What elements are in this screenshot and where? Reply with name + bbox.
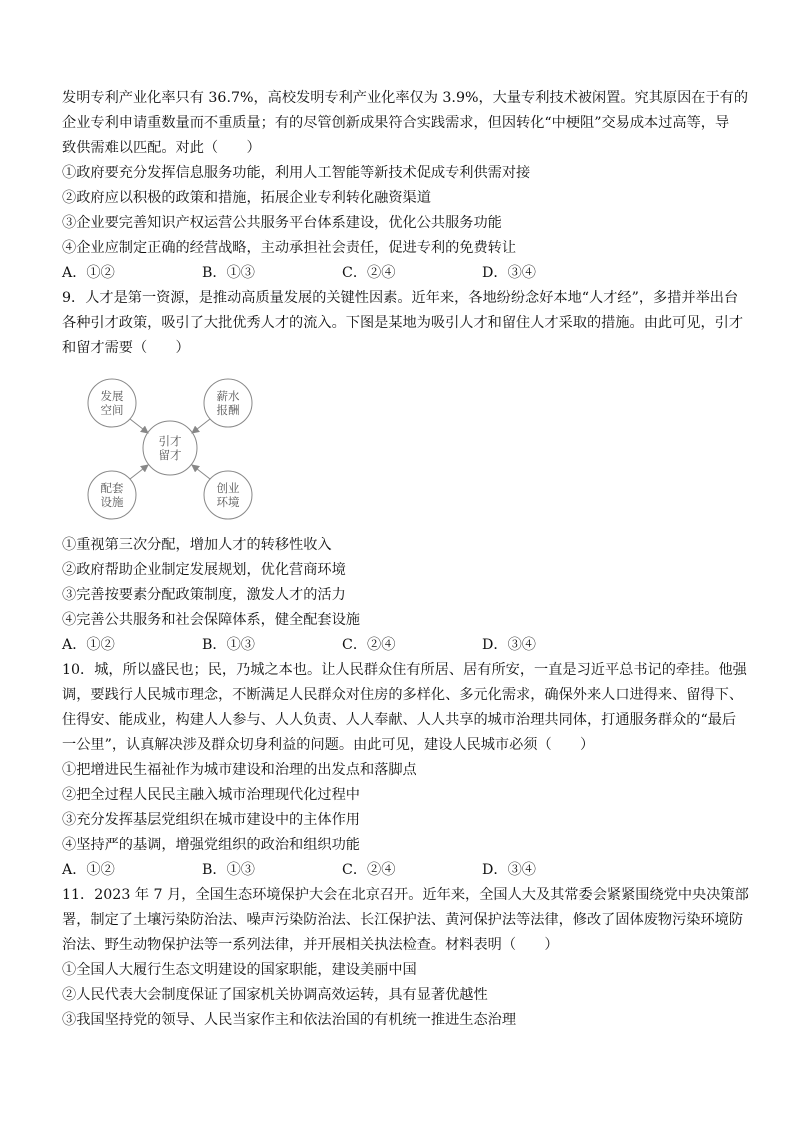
question-9-option-3: ③完善按要素分配政策制度，激发人才的活力 <box>62 587 346 603</box>
choice-a[interactable]: A．①② <box>62 637 115 653</box>
node-label-line: 引才 <box>158 434 182 448</box>
node-label-line: 空间 <box>100 403 124 417</box>
question-10-stem-line: 10．城，所以盛民也；民，乃城之本也。让人民群众住有所居、居有所安，一直是习近平总书记的牵挂。他强 <box>62 662 747 678</box>
question-10-option-1: ①把增进民生福祉作为城市建设和治理的出发点和落脚点 <box>62 762 417 778</box>
node-top-right-label <box>208 389 248 417</box>
question-11 <box>62 883 749 1033</box>
question-10-stem-line: 调，要践行人民城市理念，不断满足人民群众对住房的多样化、多元化需求，确保外来人口进得来、留得下、 <box>62 687 744 703</box>
question-8-option-1: ①政府要充分发挥信息服务功能，利用人工智能等新技术促成专利供需对接 <box>62 165 531 181</box>
node-label-line: 设施 <box>100 495 124 509</box>
question-8-stem-line: 企业专利申请重数量而不重质量；有的尽管创新成果符合实践需求，但因转化“中梗阻”交易成本过高等，导 <box>62 115 730 131</box>
arrow-bottom-left <box>130 465 148 479</box>
choice-d[interactable]: D．③④ <box>482 265 536 281</box>
question-10-choices <box>62 858 738 883</box>
question-9-option-2: ②政府帮助企业制定发展规划，优化营商环境 <box>62 562 346 578</box>
question-10-stem-line: 一公里”，认真解决涉及群众切身利益的问题。由此可见，建设人民城市必须（ ） <box>62 737 595 753</box>
choice-b[interactable]: B．①③ <box>202 637 255 653</box>
choice-b[interactable]: B．①③ <box>202 265 255 281</box>
question-9 <box>62 286 744 658</box>
question-8-stem-line: 发明专利产业化率只有 36.7%，高校发明专利产业化率仅为 3.9%，大量专利技术被闲置。究其原因在于有的 <box>62 90 749 106</box>
question-11-option-2: ②人民代表大会制度保证了国家机关协调高效运转，具有显著优越性 <box>62 987 488 1003</box>
node-label-line: 报酬 <box>216 403 240 417</box>
question-11-stem-line: 署，制定了土壤污染防治法、噪声污染防治法、长江保护法、黄河保护法等法律，修改了固体废物污染环境防 <box>62 912 744 928</box>
node-center-label <box>150 434 190 462</box>
choice-b[interactable]: B．①③ <box>202 862 255 878</box>
question-10-option-2: ②把全过程人民民主融入城市治理现代化过程中 <box>62 787 360 803</box>
arrow-top-right <box>192 419 210 433</box>
question-10 <box>62 658 747 883</box>
choice-c[interactable]: C．②④ <box>342 862 396 878</box>
question-11-option-1: ①全国人大履行生态文明建设的国家职能，建设美丽中国 <box>62 962 417 978</box>
exam-page <box>62 86 749 1033</box>
choice-a[interactable]: A．①② <box>62 265 115 281</box>
node-label-line: 薪水 <box>216 389 240 403</box>
node-label-line: 环境 <box>216 495 240 509</box>
question-9-option-4: ④完善公共服务和社会保障体系，健全配套设施 <box>62 612 360 628</box>
choice-d[interactable]: D．③④ <box>482 862 536 878</box>
question-10-stem-line: 住得安、能成业，构建人人参与、人人负责、人人奉献、人人共享的城市治理共同体，打通服务群众的“最后 <box>62 712 737 728</box>
choice-c[interactable]: C．②④ <box>342 637 396 653</box>
question-10-option-3: ③充分发挥基层党组织在城市建设中的主体作用 <box>62 812 360 828</box>
choice-d[interactable]: D．③④ <box>482 637 536 653</box>
choice-a[interactable]: A．①② <box>62 862 115 878</box>
question-9-stem-line: 9．人才是第一资源，是推动高质量发展的关键性因素。近年来，各地纷纷念好本地“人才经”，多措并举出台 <box>62 290 739 306</box>
question-10-option-4: ④坚持严的基调，增强党组织的政治和组织功能 <box>62 837 360 853</box>
node-bottom-right-label <box>208 481 248 509</box>
choice-c[interactable]: C．②④ <box>342 265 396 281</box>
node-label-line: 发展 <box>100 389 124 403</box>
question-11-stem-line: 11．2023 年 7 月，全国生态环境保护大会在北京召开。近年来，全国人大及其常委会紧紧围绕党中央决策部 <box>62 887 749 903</box>
question-9-stem-line: 和留才需要（ ） <box>62 340 190 356</box>
node-label-line: 创业 <box>216 481 240 495</box>
question-11-stem-line: 治法、野生动物保护法等一系列法律，并开展相关执法检查。材料表明（ ） <box>62 937 559 953</box>
question-8-option-3: ③企业要完善知识产权运营公共服务平台体系建设，优化公共服务功能 <box>62 215 502 231</box>
node-top-left-label <box>92 389 132 417</box>
question-8-option-2: ②政府应以积极的政策和措施，拓展企业专利转化融资渠道 <box>62 190 431 206</box>
node-label-line: 留才 <box>158 448 182 462</box>
arrow-bottom-right <box>192 465 210 479</box>
question-9-choices <box>62 633 738 658</box>
question-8-option-4: ④企业应制定正确的经营战略，主动承担社会责任，促进专利的免费转让 <box>62 240 517 256</box>
question-11-option-3: ③我国坚持党的领导、人民当家作主和依法治国的有机统一推进生态治理 <box>62 1012 517 1028</box>
question-8-choices <box>62 261 738 286</box>
question-9-stem-line: 各种引才政策，吸引了大批优秀人才的流入。下图是某地为吸引人才和留住人才采取的措施。由此可见，引才 <box>62 315 744 331</box>
talent-measures-diagram <box>80 373 280 523</box>
node-label-line: 配套 <box>100 481 124 495</box>
node-bottom-left-label <box>92 481 132 509</box>
question-9-option-1: ①重视第三次分配，增加人才的转移性收入 <box>62 537 332 553</box>
arrow-top-left <box>130 419 148 433</box>
question-8-stem-line: 致供需难以匹配。对此（ ） <box>62 140 261 156</box>
question-8 <box>62 86 749 286</box>
